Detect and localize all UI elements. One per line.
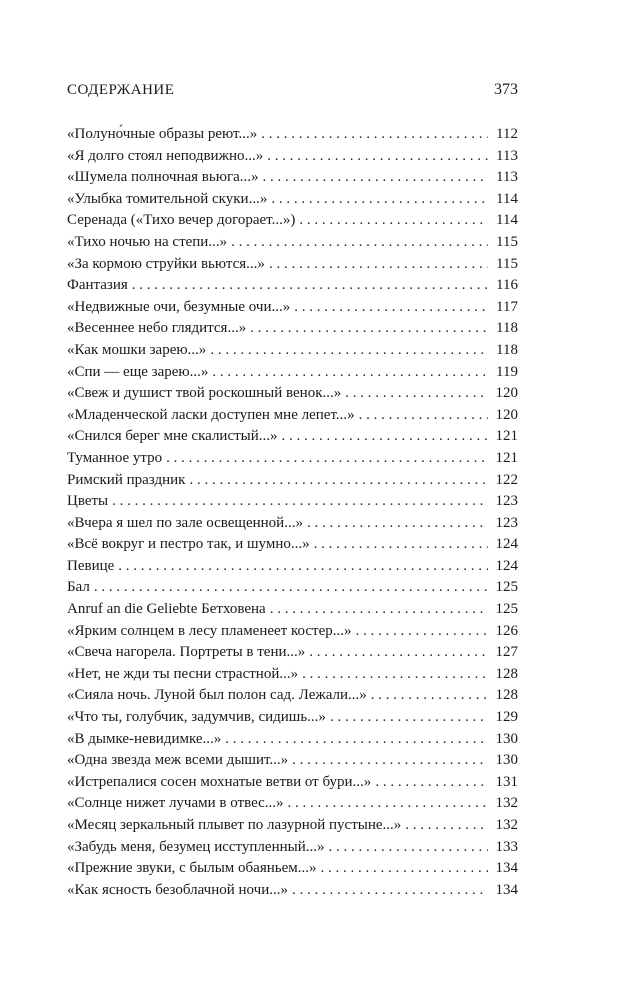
toc-dot-leader: [302, 664, 488, 686]
toc-dot-leader: [250, 318, 488, 340]
toc-entry-title: «Солнце нижет лучами в отвес...»: [67, 795, 284, 812]
toc-entry: [67, 426, 518, 448]
toc-entry-title: «За кормою струйки вьются...»: [67, 255, 265, 272]
toc-entry-title: «Прежние звуки, с былым обаяньем...»: [67, 860, 317, 877]
toc-entry-title: Бал: [67, 579, 90, 596]
toc-dot-leader: [267, 146, 488, 168]
toc-dot-leader: [212, 362, 488, 384]
toc-dot-leader: [132, 275, 488, 297]
toc-dot-leader: [225, 729, 488, 751]
toc-entry-title: «Свеж и душист твой роскошный венок...»: [67, 385, 342, 402]
toc-dot-leader: [330, 707, 488, 729]
toc-entry: [67, 362, 518, 384]
toc-dot-leader: [288, 793, 488, 815]
toc-entry-page: 129: [495, 709, 518, 726]
toc-entry: [67, 210, 518, 232]
toc-entry-title: «Младенческой ласки доступен мне лепет...»: [67, 406, 355, 423]
running-head: СОДЕРЖАНИЕ: [67, 82, 175, 98]
toc-entry-page: 124: [495, 536, 518, 553]
toc-entry-title: «Месяц зеркальный плывет по лазурной пустыне...»: [67, 817, 402, 833]
toc-entry: [67, 793, 518, 815]
toc-dot-leader: [270, 599, 488, 621]
toc-entry-title: «Спи — еще зарею...»: [67, 363, 209, 380]
toc-entry-page: 128: [495, 687, 518, 704]
toc-dot-leader: [359, 405, 488, 427]
toc-dot-leader: [345, 383, 488, 405]
toc-entry-title: «Что ты, голубчик, задумчив, сидишь...»: [67, 709, 326, 726]
toc-entry-page: 125: [495, 579, 518, 596]
toc-dot-leader: [299, 210, 488, 232]
toc-entry-page: 113: [496, 169, 518, 186]
toc-entry-page: 122: [495, 471, 518, 488]
toc-entry-title: «Свеча нагорела. Портреты в тени...»: [67, 644, 306, 661]
toc-entry: [67, 124, 518, 146]
toc-entry-page: 130: [495, 730, 518, 747]
toc-entry-title: «Нет, не жди ты песни страстной...»: [67, 665, 299, 682]
toc-entry-page: 131: [495, 773, 518, 790]
toc-entry-title: «Как ясность безоблачной ночи...»: [67, 881, 288, 898]
toc-dot-leader: [321, 858, 488, 880]
toc-entry: [67, 685, 518, 707]
toc-entry-title: «Полуно́чные образы реют...»: [67, 126, 258, 142]
toc-dot-leader: [282, 426, 488, 448]
toc-dot-leader: [263, 167, 489, 189]
toc-dot-leader: [375, 772, 488, 794]
toc-entry-title: «Всё вокруг и пестро так, и шумно...»: [67, 536, 310, 553]
toc-entry-page: 132: [495, 795, 518, 812]
toc-entry: [67, 599, 518, 621]
toc-entry: [67, 621, 518, 643]
table-of-contents: [67, 124, 518, 901]
toc-entry-page: 123: [495, 514, 518, 531]
toc-entry: [67, 275, 518, 297]
toc-dot-leader: [189, 470, 488, 492]
toc-entry-page: 134: [495, 860, 518, 877]
toc-entry-page: 114: [496, 212, 518, 229]
toc-dot-leader: [292, 750, 488, 772]
toc-entry-title: «Шумела полночная вьюга...»: [67, 169, 259, 186]
toc-entry-page: 125: [495, 601, 518, 618]
toc-entry: [67, 383, 518, 405]
toc-entry-title: «Одна звезда меж всеми дышит...»: [67, 752, 289, 769]
toc-dot-leader: [356, 621, 488, 643]
toc-entry-title: Римский праздник: [67, 471, 186, 488]
toc-dot-leader: [118, 556, 488, 578]
toc-entry-page: 134: [495, 881, 518, 898]
toc-entry-page: 132: [495, 817, 518, 833]
toc-entry: [67, 405, 518, 427]
toc-entry-page: 120: [495, 385, 518, 402]
toc-entry: [67, 167, 518, 189]
toc-entry-page: 121: [495, 428, 518, 445]
toc-entry: [67, 189, 518, 211]
toc-entry: [67, 577, 518, 599]
toc-dot-leader: [314, 534, 488, 556]
toc-entry-page: 115: [496, 233, 518, 250]
toc-entry: [67, 513, 518, 535]
toc-dot-leader: [210, 340, 488, 362]
toc-dot-leader: [307, 513, 488, 535]
toc-entry-page: 128: [495, 665, 518, 682]
toc-entry-page: 117: [496, 298, 518, 315]
toc-entry: [67, 642, 518, 664]
toc-entry: [67, 318, 518, 340]
toc-entry-page: 126: [495, 622, 518, 639]
toc-entry-title: Туманное утро: [67, 449, 163, 466]
toc-entry-page: 130: [495, 752, 518, 769]
toc-entry: [67, 146, 518, 168]
toc-entry-page: 116: [496, 277, 518, 294]
toc-dot-leader: [269, 254, 488, 276]
toc-dot-leader: [231, 232, 488, 254]
toc-entry: [67, 750, 518, 772]
toc-entry-page: 119: [496, 363, 518, 380]
toc-entry-title: Серенада («Тихо вечер догорает...»): [67, 212, 296, 229]
toc-entry-page: 118: [496, 341, 518, 358]
toc-dot-leader: [328, 837, 488, 859]
toc-entry: [67, 729, 518, 751]
toc-dot-leader: [294, 297, 488, 319]
toc-entry-page: 123: [495, 493, 518, 510]
toc-entry: [67, 815, 518, 837]
toc-entry-title: «Весеннее небо глядится...»: [67, 320, 247, 337]
toc-entry-page: 113: [496, 147, 518, 164]
toc-dot-leader: [405, 815, 488, 837]
toc-entry: [67, 470, 518, 492]
toc-entry-title: «Сияла ночь. Луной был полон сад. Лежали...»: [67, 687, 367, 704]
toc-entry-page: 120: [495, 406, 518, 423]
toc-entry-title: Anruf an die Geliebte Бетховена: [67, 601, 266, 618]
toc-entry-page: 114: [496, 190, 518, 207]
toc-dot-leader: [261, 124, 488, 146]
toc-entry-title: «В дымке-невидимке...»: [67, 730, 222, 747]
toc-entry-title: «Вчера я шел по зале освещенной...»: [67, 514, 303, 531]
toc-dot-leader: [94, 577, 488, 599]
toc-dot-leader: [166, 448, 488, 470]
toc-entry: [67, 232, 518, 254]
toc-entry: [67, 254, 518, 276]
toc-entry: [67, 491, 518, 513]
toc-entry-title: Певице: [67, 557, 115, 574]
toc-entry-title: «Я долго стоял неподвижно...»: [67, 147, 264, 164]
toc-entry-title: «Ярким солнцем в лесу пламенеет костер...»: [67, 622, 352, 639]
toc-entry-title: «Недвижные очи, безумные очи...»: [67, 298, 291, 315]
toc-entry: [67, 664, 518, 686]
toc-dot-leader: [371, 685, 488, 707]
toc-dot-leader: [292, 880, 488, 902]
toc-entry-title: «Снился берег мне скалистый...»: [67, 428, 278, 445]
toc-entry: [67, 556, 518, 578]
toc-entry: [67, 297, 518, 319]
toc-entry-title: Фантазия: [67, 277, 128, 294]
toc-entry: [67, 707, 518, 729]
toc-dot-leader: [271, 189, 488, 211]
toc-entry-title: Цветы: [67, 493, 109, 510]
toc-entry: [67, 340, 518, 362]
toc-entry-title: «Улыбка томительной скуки...»: [67, 190, 268, 207]
toc-dot-leader: [112, 491, 488, 513]
toc-entry: [67, 858, 518, 880]
toc-entry-page: 115: [496, 255, 518, 272]
toc-entry-page: 112: [496, 126, 518, 142]
toc-entry: [67, 837, 518, 859]
toc-entry-page: 127: [495, 644, 518, 661]
toc-entry-page: 124: [495, 557, 518, 574]
toc-entry: [67, 772, 518, 794]
toc-entry-page: 121: [495, 449, 518, 466]
toc-entry-title: «Как мошки зарею...»: [67, 341, 207, 358]
toc-entry: [67, 448, 518, 470]
toc-entry-page: 118: [496, 320, 518, 337]
page-header: [67, 80, 518, 102]
toc-dot-leader: [309, 642, 488, 664]
toc-entry-page: 133: [495, 838, 518, 855]
toc-entry-title: «Тихо ночью на степи...»: [67, 233, 228, 250]
toc-entry-title: «Забудь меня, безумец исступленный...»: [67, 838, 325, 855]
toc-entry-title: «Истрепалися сосен мохнатые ветви от бури...»: [67, 773, 372, 790]
page-number: 373: [494, 81, 518, 98]
toc-entry: [67, 534, 518, 556]
toc-entry: [67, 880, 518, 902]
